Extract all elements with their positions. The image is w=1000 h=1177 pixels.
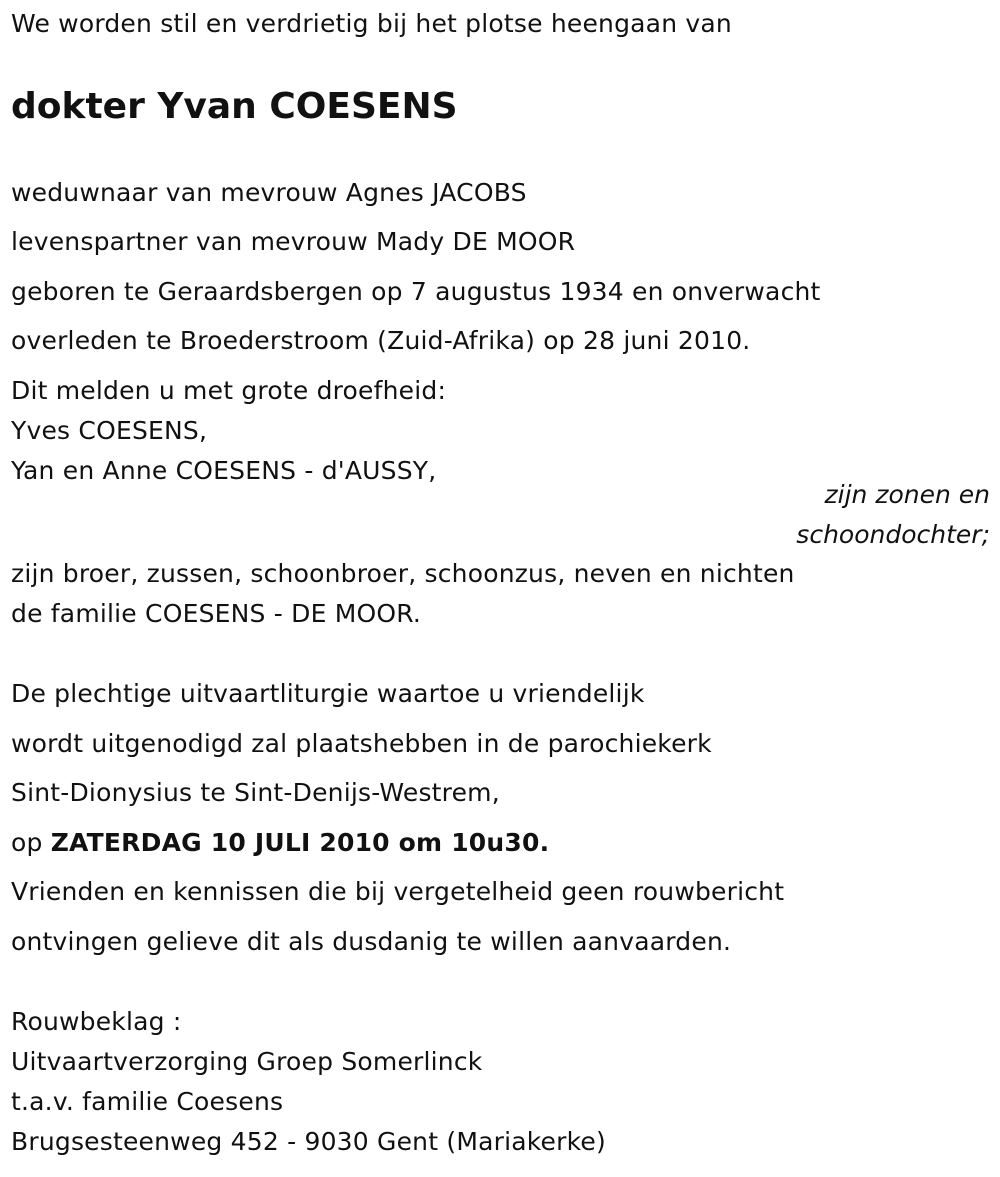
detail-died: overleden te Broederstroom (Zuid-Afrika) op 28 juni 2010.: [11, 326, 751, 355]
family-member-yan-anne: Yan en Anne COESENS - d'AUSSY,: [11, 456, 437, 485]
deceased-name: dokter Yvan COESENS: [11, 86, 458, 127]
condolences-address: Brugsesteenweg 452 - 9030 Gent (Mariakerke): [11, 1127, 606, 1156]
detail-born: geboren te Geraardsbergen op 7 augustus 1934 en onverwacht: [11, 277, 821, 306]
detail-partner: levenspartner van mevrouw Mady DE MOOR: [11, 227, 576, 256]
family-announce: Dit melden u met grote droefheid:: [11, 376, 447, 405]
relation-line-daughter-in-law: schoondochter;: [796, 520, 990, 549]
closing-line-1: Vrienden en kennissen die bij vergetelheid geen rouwbericht: [11, 877, 785, 906]
funeral-line-3: Sint-Dionysius te Sint-Denijs-Westrem,: [11, 778, 500, 807]
funeral-date-prefix: op: [11, 828, 51, 857]
condolences-label: Rouwbeklag :: [11, 1007, 182, 1036]
condolences-attention: t.a.v. familie Coesens: [11, 1087, 284, 1116]
detail-widower: weduwnaar van mevrouw Agnes JACOBS: [11, 178, 527, 207]
funeral-date: [11, 828, 549, 858]
intro-text: We worden stil en verdrietig bij het plotse heengaan van: [11, 9, 732, 38]
family-member-yves: Yves COESENS,: [11, 416, 208, 445]
condolences-company: Uitvaartverzorging Groep Somerlinck: [11, 1047, 483, 1076]
funeral-date-value: ZATERDAG 10 JULI 2010 om 10u30.: [50, 828, 550, 857]
funeral-line-2: wordt uitgenodigd zal plaatshebben in de parochiekerk: [11, 729, 712, 758]
family-others: zijn broer, zussen, schoonbroer, schoonzus, neven en nichten: [11, 559, 795, 588]
family-coesens-de-moor: de familie COESENS - DE MOOR.: [11, 599, 422, 628]
closing-line-2: ontvingen gelieve dit als dusdanig te willen aanvaarden.: [11, 927, 732, 956]
relation-line-sons: zijn zonen en: [824, 480, 990, 509]
funeral-line-1: De plechtige uitvaartliturgie waartoe u vriendelijk: [11, 679, 645, 708]
